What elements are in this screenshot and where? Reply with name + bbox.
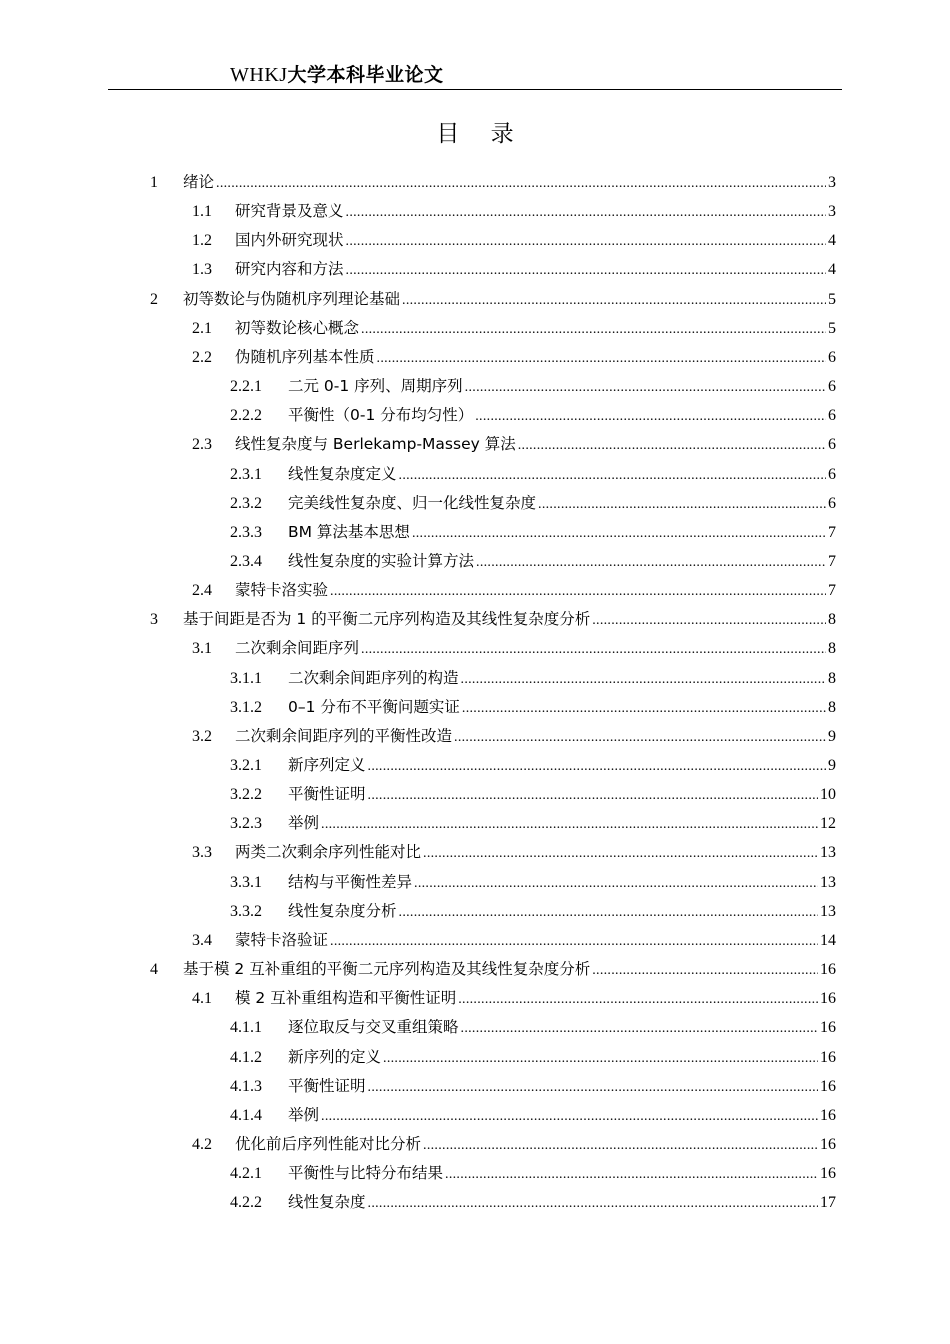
- toc-dot-leader: [592, 613, 826, 629]
- toc-entry-page: 12: [820, 815, 836, 833]
- toc-entry[interactable]: [192, 257, 836, 286]
- toc-entry[interactable]: [230, 403, 836, 432]
- toc-entry-title: 举例: [288, 814, 320, 833]
- toc-entry-number: 3.2.3: [230, 815, 262, 833]
- toc-entry-number: 3.2.2: [230, 786, 262, 804]
- toc-entry-number: 3.2.1: [230, 757, 262, 774]
- toc-entry[interactable]: [230, 462, 836, 491]
- toc-dot-leader: [462, 701, 826, 717]
- toc-entry-title: 线性复杂度定义: [288, 464, 397, 483]
- toc-entry[interactable]: [192, 578, 836, 607]
- toc-entry-page: 7: [828, 582, 836, 600]
- toc-entry-title: 完美线性复杂度、归一化线性复杂度: [288, 493, 537, 512]
- toc-entry-page: 7: [828, 552, 836, 570]
- toc-entry-title: 新序列定义: [288, 756, 366, 774]
- toc-entry[interactable]: [230, 491, 836, 520]
- toc-dot-leader: [377, 351, 826, 367]
- toc-entry-title: 伪随机序列基本性质: [235, 347, 375, 366]
- toc-entry-number: 3.3: [192, 844, 212, 862]
- toc-entry-page: 14: [820, 931, 836, 949]
- toc-entry-number: 3.2: [192, 727, 212, 745]
- toc-entry-number: 1.2: [192, 232, 212, 250]
- toc-entry-number: 2.2: [192, 348, 212, 366]
- toc-entry[interactable]: [230, 374, 836, 403]
- toc-entry-number: 4.2.1: [230, 1165, 262, 1183]
- toc-entry-page: 4: [828, 232, 836, 250]
- toc-entry-number: 1.3: [192, 261, 212, 279]
- toc-entry[interactable]: [230, 870, 836, 899]
- toc-entry-title: 国内外研究现状: [235, 231, 344, 250]
- toc-entry[interactable]: [192, 724, 836, 753]
- toc-entry-title: 平衡性证明: [288, 1076, 366, 1095]
- toc-entry-number: 4.2.2: [230, 1194, 262, 1212]
- toc-entry-number: 2.2.1: [230, 378, 262, 396]
- toc-entry[interactable]: [192, 345, 836, 374]
- toc-dot-leader: [399, 905, 818, 921]
- toc-dot-leader: [538, 497, 826, 513]
- toc-entry-number: 3: [150, 611, 158, 629]
- toc-entry-title: 两类二次剩余序列性能对比: [235, 843, 422, 862]
- toc-entry-page: 16: [820, 990, 836, 1008]
- toc-entry[interactable]: [192, 1132, 836, 1161]
- toc-dot-leader: [423, 1138, 818, 1154]
- toc-dot-leader: [461, 672, 826, 688]
- toc-entry[interactable]: [150, 957, 836, 986]
- toc-entry-title: 线性复杂度与 Berlekamp-Massey 算法: [235, 435, 516, 454]
- toc-entry-page: 9: [828, 757, 836, 774]
- toc-dot-leader: [361, 642, 826, 658]
- toc-entry[interactable]: [192, 432, 836, 461]
- toc-dot-leader: [346, 234, 826, 250]
- toc-dot-leader: [368, 1080, 818, 1096]
- toc-dot-leader: [445, 1167, 818, 1183]
- toc-dot-leader: [423, 846, 818, 862]
- toc-entry-number: 2.3: [192, 436, 212, 454]
- toc-dot-leader: [330, 584, 826, 600]
- toc-entry-page: 7: [828, 523, 836, 541]
- toc-entry-page: 13: [820, 902, 836, 920]
- toc-entry-title: 线性复杂度的实验计算方法: [288, 551, 475, 570]
- toc-entry-number: 2.2.2: [230, 407, 262, 425]
- toc-entry[interactable]: [192, 986, 836, 1015]
- running-header: [230, 62, 444, 88]
- toc-entry[interactable]: [230, 811, 836, 840]
- toc-entry-page: 16: [820, 1106, 836, 1124]
- toc-entry[interactable]: [230, 782, 836, 811]
- toc-entry-page: 16: [820, 1165, 836, 1183]
- toc-dot-leader: [476, 555, 826, 571]
- toc-entry-page: 16: [820, 1048, 836, 1066]
- toc-entry[interactable]: [230, 753, 836, 782]
- header-title: 大学本科毕业论文: [287, 64, 444, 86]
- toc-entry-title: 模 2 互补重组构造和平衡性证明: [235, 989, 457, 1008]
- toc-entry[interactable]: [230, 1161, 836, 1190]
- toc-dot-leader: [346, 205, 826, 221]
- toc-entry-title: 线性复杂度: [288, 1193, 366, 1212]
- toc-entry-title: 基于模 2 互补重组的平衡二元序列构造及其线性复杂度分析: [183, 960, 591, 979]
- toc-entry[interactable]: [230, 1045, 836, 1074]
- toc-dot-leader: [592, 963, 818, 979]
- toc-entry-page: 8: [828, 669, 836, 687]
- toc-dot-leader: [216, 176, 826, 192]
- toc-entry-page: 16: [820, 1077, 836, 1095]
- toc-entry-title: 蒙特卡洛验证: [235, 930, 329, 949]
- toc-entry[interactable]: [230, 1074, 836, 1103]
- toc-entry-title: 研究内容和方法: [235, 260, 344, 279]
- toc-dot-leader: [518, 438, 826, 454]
- toc-entry-page: 5: [828, 290, 836, 308]
- toc-entry-title: 平衡性（0-1 分布均匀性）: [288, 406, 474, 425]
- toc-entry-page: 13: [820, 873, 836, 891]
- toc-entry-title: 平衡性证明: [288, 785, 366, 804]
- toc-entry-number: 2.3.3: [230, 523, 262, 541]
- toc-entry[interactable]: [230, 1015, 836, 1044]
- toc-entry-title: 举例: [288, 1105, 320, 1124]
- toc-entry-page: 6: [828, 465, 836, 483]
- toc-entry-page: 3: [828, 203, 836, 221]
- toc-entry-page: 6: [828, 378, 836, 396]
- toc-dot-leader: [458, 992, 818, 1008]
- toc-entry-number: 2.1: [192, 319, 212, 337]
- toc-entry[interactable]: [230, 899, 836, 928]
- toc-entry-number: 2: [150, 290, 158, 308]
- toc-dot-leader: [368, 1196, 818, 1212]
- toc-entry-number: 4.1.1: [230, 1019, 262, 1037]
- toc-entry-page: 6: [828, 494, 836, 512]
- toc-dot-leader: [368, 759, 826, 775]
- toc-dot-leader: [383, 1051, 818, 1067]
- toc-entry-title: 初等数论核心概念: [235, 318, 360, 337]
- toc-entry-number: 4.1: [192, 990, 212, 1008]
- toc-entry-number: 4.1.4: [230, 1106, 262, 1124]
- toc-entry-number: 4.1.2: [230, 1048, 262, 1066]
- toc-entry-title: 二次剩余间距序列的构造: [288, 668, 459, 687]
- toc-entry[interactable]: [230, 695, 836, 724]
- toc-entry-page: 3: [828, 174, 836, 191]
- toc-entry[interactable]: [230, 520, 836, 549]
- toc-entry-title: 平衡性与比特分布结果: [288, 1164, 444, 1183]
- toc-entry-number: 3.4: [192, 931, 212, 949]
- toc-entry[interactable]: [230, 666, 836, 695]
- toc-entry[interactable]: [192, 199, 836, 228]
- toc-entry[interactable]: [150, 170, 836, 199]
- toc-entry-number: 3.1.2: [230, 698, 262, 716]
- toc-entry-page: 6: [828, 407, 836, 425]
- toc-entry-title: 蒙特卡洛实验: [235, 581, 329, 600]
- toc-entry-page: 17: [820, 1194, 836, 1212]
- toc-entry-page: 16: [820, 1019, 836, 1037]
- toc-entry[interactable]: [192, 228, 836, 257]
- toc-dot-leader: [402, 293, 826, 309]
- toc-entry[interactable]: [192, 316, 836, 345]
- toc-entry-page: 13: [820, 844, 836, 862]
- toc-dot-leader: [414, 876, 818, 892]
- toc-dot-leader: [454, 730, 826, 746]
- toc-entry-number: 2.4: [192, 582, 212, 600]
- toc-entry-page: 6: [828, 436, 836, 454]
- toc-entry-title: 二次剩余间距序列: [235, 639, 360, 658]
- toc-entry-title: 0–1 分布不平衡问题实证: [288, 697, 460, 716]
- toc-entry-title: 二元 0-1 序列、周期序列: [288, 377, 463, 396]
- toc-entry-title: 绪论: [183, 173, 215, 191]
- toc-dot-leader: [399, 468, 826, 484]
- toc-entry-title: 线性复杂度分析: [288, 901, 397, 920]
- toc-entry-title: 结构与平衡性差异: [288, 872, 413, 891]
- toc-entry-page: 16: [820, 1135, 836, 1153]
- toc-entry-number: 3.1: [192, 640, 212, 658]
- toc-entry-number: 3.3.2: [230, 902, 262, 920]
- toc-entry[interactable]: [230, 549, 836, 578]
- toc-dot-leader: [361, 322, 826, 338]
- toc-entry[interactable]: [230, 1190, 836, 1219]
- toc-entry-page: 5: [828, 319, 836, 337]
- toc-entry-title: 初等数论与伪随机序列理论基础: [183, 289, 401, 308]
- toc-dot-leader: [475, 409, 826, 425]
- toc-dot-leader: [368, 788, 818, 804]
- toc-entry-page: 6: [828, 348, 836, 366]
- toc-entry[interactable]: [192, 840, 836, 869]
- toc-entry-number: 4.2: [192, 1135, 212, 1153]
- toc-entry-title: 研究背景及意义: [235, 202, 344, 221]
- toc-dot-leader: [412, 526, 826, 542]
- toc-dot-leader: [330, 934, 818, 950]
- toc-entry[interactable]: [150, 607, 836, 636]
- toc-entry-title: 新序列的定义: [288, 1047, 382, 1066]
- toc-entry-number: 1: [150, 174, 158, 191]
- toc-entry-number: 2.3.1: [230, 465, 262, 483]
- toc-entry-page: 8: [828, 698, 836, 716]
- toc-entry-page: 8: [828, 611, 836, 629]
- toc-entry-page: 4: [828, 261, 836, 279]
- toc-dot-leader: [461, 1021, 818, 1037]
- toc-entry[interactable]: [150, 287, 836, 316]
- toc-entry[interactable]: [192, 928, 836, 957]
- toc-entry-number: 2.3.4: [230, 552, 262, 570]
- toc-title: 目 录: [436, 121, 526, 147]
- toc-entry-number: 1.1: [192, 203, 212, 221]
- toc-entry-page: 8: [828, 640, 836, 658]
- toc-entry-page: 16: [820, 961, 836, 979]
- toc-dot-leader: [321, 1109, 818, 1125]
- toc-entry[interactable]: [230, 1103, 836, 1132]
- toc-entry-title: 二次剩余间距序列的平衡性改造: [235, 726, 453, 745]
- header-divider: [108, 89, 842, 90]
- toc-entry-title: 基于间距是否为 1 的平衡二元序列构造及其线性复杂度分析: [183, 610, 591, 629]
- toc-entry-number: 2.3.2: [230, 494, 262, 512]
- toc-entry-number: 3.1.1: [230, 669, 262, 687]
- toc-entry-title: BM 算法基本思想: [288, 522, 410, 541]
- toc-entry-page: 10: [820, 786, 836, 804]
- header-school-code: WHKJ: [230, 64, 288, 86]
- toc-entry-number: 4.1.3: [230, 1077, 262, 1095]
- toc-entry-title: 优化前后序列性能对比分析: [235, 1134, 422, 1153]
- toc-entry[interactable]: [192, 636, 836, 665]
- toc-entry-page: 9: [828, 727, 836, 745]
- toc-dot-leader: [465, 380, 826, 396]
- toc-entry-number: 4: [150, 961, 158, 979]
- toc-dot-leader: [346, 263, 826, 279]
- toc-entry-title: 逐位取反与交叉重组策略: [288, 1018, 459, 1037]
- toc-dot-leader: [321, 817, 818, 833]
- toc-entry-number: 3.3.1: [230, 873, 262, 891]
